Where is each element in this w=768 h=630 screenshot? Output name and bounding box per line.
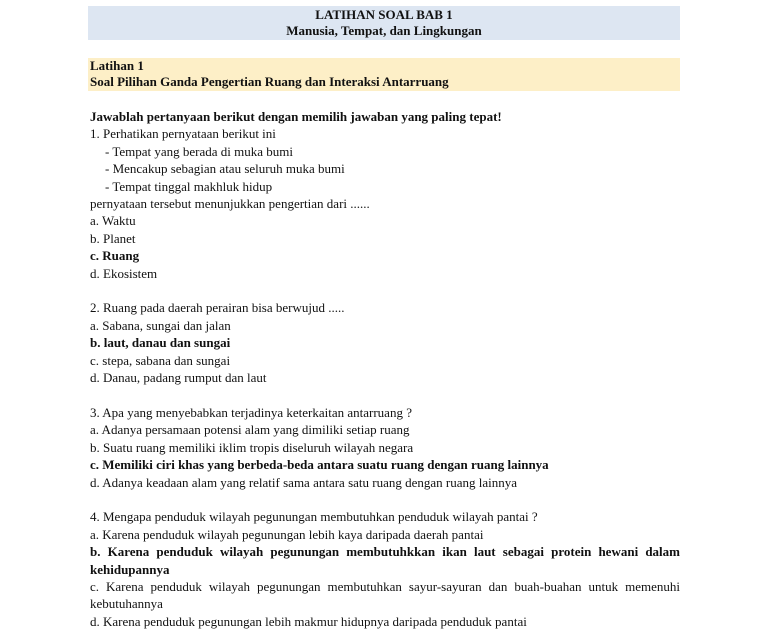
chapter-title: LATIHAN SOAL BAB 1: [315, 7, 453, 22]
spacer: [90, 386, 680, 403]
question-2-prompt: 2. Ruang pada daerah perairan bisa berwujud .....: [90, 300, 345, 316]
spacer: [90, 491, 680, 508]
question-4-option-c: c. Karena penduduk wilayah pegunungan membutuhkan sayur-sayuran dan buah-buahan untuk memenuhi kebutuhannya: [90, 578, 680, 612]
question-1-stem-end: pernyataan tersebut menunjukkan pengertian dari ......: [90, 196, 370, 212]
question-2-option-d: d. Danau, padang rumput dan laut: [90, 370, 267, 386]
question-4-option-a: a. Karena penduduk wilayah pegunungan lebih kaya daripada daerah pantai: [90, 526, 484, 542]
chapter-title-box: [88, 6, 680, 40]
question-4-prompt: 4. Mengapa penduduk wilayah pegunungan membutuhkan penduduk wilayah pantai ?: [90, 509, 538, 525]
question-2-option-b-answer: b. laut, danau dan sungai: [90, 335, 231, 351]
question-1-prompt: 1. Perhatikan pernyataan berikut ini: [90, 126, 276, 142]
instruction-text: Jawablah pertanyaan berikut dengan memilih jawaban yang paling tepat!: [90, 109, 502, 124]
question-1-option-a: a. Waktu: [90, 213, 136, 229]
question-2-option-c: c. stepa, sabana dan sungai: [90, 352, 231, 368]
question-4-option-b-answer: b. Karena penduduk wilayah pegunungan membutuhkkan ikan laut sebagai protein hewani dalam kehidupannya: [90, 544, 680, 577]
question-list: [90, 108, 680, 630]
exercise-header-box: [88, 58, 680, 91]
chapter-subtitle: Manusia, Tempat, dan Lingkungan: [286, 23, 482, 38]
question-3-option-a: a. Adanya persamaan potensi alam yang dimiliki setiap ruang: [90, 422, 410, 438]
question-3-option-b: b. Suatu ruang memiliki iklim tropis diseluruh wilayah negara: [90, 439, 414, 455]
question-3-option-c-answer: c. Memiliki ciri khas yang berbeda-beda antara suatu ruang dengan ruang lainnya: [90, 457, 549, 473]
question-2-option-a: a. Sabana, sungai dan jalan: [90, 317, 231, 333]
spacer: [90, 282, 680, 299]
question-1-option-d: d. Ekosistem: [90, 265, 158, 281]
question-1-bullet: - Mencakup sebagian atau seluruh muka bumi: [105, 161, 345, 177]
question-3-option-d: d. Adanya keadaan alam yang relatif sama antara satu ruang dengan ruang lainnya: [90, 474, 518, 490]
question-1-option-b: b. Planet: [90, 230, 136, 246]
question-1-option-c-answer: c. Ruang: [90, 248, 140, 264]
question-4-option-d: d. Karena penduduk pegunungan lebih makmur hidupnya daripada penduduk pantai: [90, 613, 527, 629]
exercise-label: Latihan 1: [90, 58, 144, 73]
question-3-prompt: 3. Apa yang menyebabkan terjadinya keterkaitan antarruang ?: [90, 404, 412, 420]
question-1-bullet: - Tempat tinggal makhluk hidup: [105, 178, 273, 194]
question-1-bullet: - Tempat yang berada di muka bumi: [105, 143, 294, 159]
exercise-heading: Soal Pilihan Ganda Pengertian Ruang dan Interaksi Antarruang: [90, 74, 449, 89]
